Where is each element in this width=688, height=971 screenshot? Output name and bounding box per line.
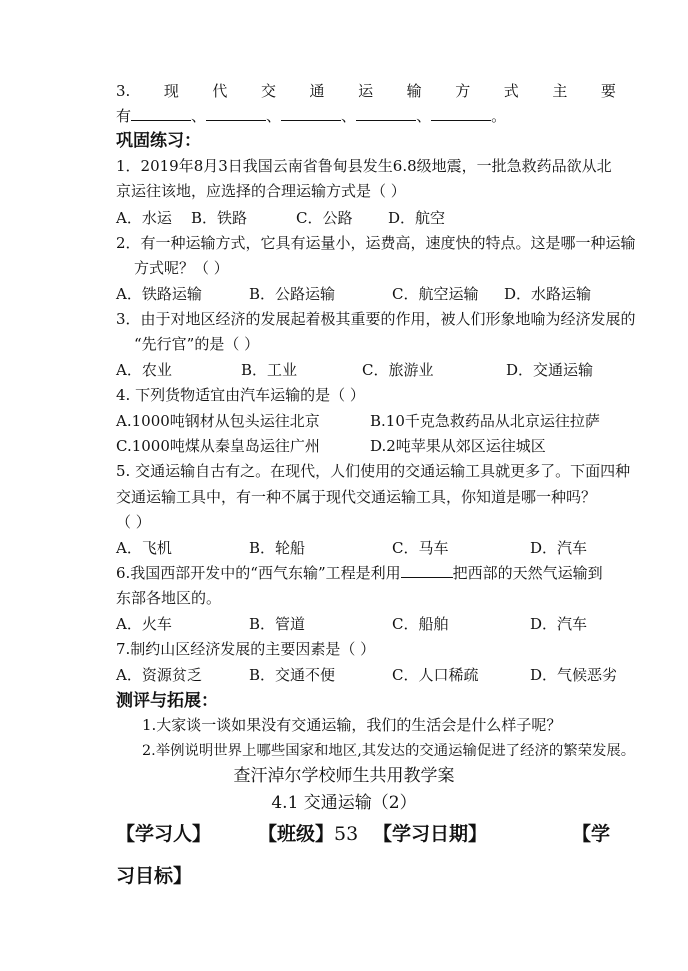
option-d[interactable]: D．汽车 [530, 615, 588, 633]
option-c[interactable]: C．船舶 [392, 615, 449, 633]
answer-blank[interactable] [401, 562, 453, 578]
question-text: 把西部的天然气运输到 [452, 564, 603, 582]
separator: 、 [416, 107, 432, 125]
option-c[interactable]: C.1000吨煤从秦皇岛运往广州 [116, 437, 320, 455]
learner-label: 【学习人】 [116, 823, 212, 845]
separator: 、 [191, 107, 207, 125]
option-a[interactable]: A．铁路运输 [116, 285, 202, 303]
question-line: 5. 交通运输自古有之。在现代，人们使用的交通运输工具就更多了。下面四种 [116, 462, 631, 480]
lesson-title: 4.1 交通运输（2） [271, 793, 417, 813]
question-line: 3．由于对地区经济的发展起着极其重要的作用，被人们形象地喻为经济发展的 [116, 310, 636, 328]
q3-char: 输 [406, 82, 422, 100]
option-d[interactable]: D．气候恶劣 [530, 666, 618, 684]
q3-prefix: 有 [116, 107, 132, 125]
goal-label-part1: 【学 [572, 823, 611, 845]
class-value: 53 [334, 823, 359, 845]
question-line: 方式呢？（ ） [134, 259, 229, 277]
question-line: “先行官”的是（ ） [134, 335, 260, 353]
school-title: 查汗淖尔学校师生共用教学案 [233, 766, 455, 786]
answer-blank[interactable] [356, 105, 416, 121]
option-c[interactable]: C．人口稀疏 [392, 666, 479, 684]
q3-char: 运 [358, 82, 374, 100]
option-a[interactable]: A．飞机 [116, 539, 172, 557]
q3-char: 现 [163, 82, 179, 100]
class-field [258, 820, 358, 848]
option-d[interactable]: D.2吨苹果从郊区运往城区 [370, 437, 546, 455]
q3-char: 交 [260, 82, 276, 100]
option-d[interactable]: D．交通运输 [506, 361, 594, 379]
answer-blank[interactable] [281, 105, 341, 121]
separator: 、 [266, 107, 282, 125]
period: 。 [491, 107, 507, 125]
option-b[interactable]: B．铁路 [191, 209, 248, 227]
option-b[interactable]: B．管道 [249, 615, 306, 633]
eval-item: 2.举例说明世界上哪些国家和地区,其发达的交通运输促进了经济的繁荣发展。 [142, 743, 636, 759]
question-line: 1．2019年8月3日我国云南省鲁甸县发生6.8级地震，一批急救药品欲从北 [116, 157, 612, 175]
q3-char: 3. [116, 82, 131, 100]
option-b[interactable]: B．交通不便 [249, 666, 336, 684]
q3-char: 主 [552, 82, 568, 100]
option-c[interactable]: C．旅游业 [362, 361, 434, 379]
question-line: 东部各地区的。 [116, 589, 222, 607]
answer-blank[interactable] [206, 105, 266, 121]
q3-char: 代 [212, 82, 228, 100]
question-line: 京运往该地，应选择的合理运输方式是（ ） [116, 182, 406, 200]
section-heading-practice: 巩固练习： [116, 131, 201, 151]
question-line: 7.制约山区经济发展的主要因素是（ ） [116, 640, 376, 658]
q3-char: 式 [503, 82, 519, 100]
q3-line2 [116, 105, 616, 127]
question-line: 2．有一种运输方式，它具有运量小，运费高，速度快的特点。这是哪一种运输 [116, 234, 636, 252]
q3-char: 要 [600, 82, 616, 100]
option-d[interactable]: D．水路运输 [504, 285, 592, 303]
class-label: 【班级】 [258, 823, 335, 845]
option-a[interactable]: A．资源贫乏 [116, 666, 202, 684]
option-b[interactable]: B．公路运输 [249, 285, 336, 303]
option-b[interactable]: B．工业 [241, 361, 298, 379]
question-text: 6.我国西部开发中的“西气东输”工程是利用 [116, 564, 401, 582]
option-b[interactable]: B.10千克急救药品从北京运往拉萨 [370, 412, 600, 430]
separator: 、 [341, 107, 357, 125]
goal-label-part2: 习目标】 [116, 865, 193, 887]
option-a[interactable]: A．水运 [116, 209, 172, 227]
option-c[interactable]: C．航空运输 [392, 285, 479, 303]
q3-line1 [116, 80, 616, 102]
option-a[interactable]: A.1000吨钢材从包头运往北京 [116, 412, 320, 430]
option-b[interactable]: B．轮船 [249, 539, 306, 557]
question-line: （ ） [116, 513, 151, 531]
answer-blank[interactable] [131, 105, 191, 121]
option-d[interactable]: D．航空 [388, 209, 446, 227]
q3-char: 方 [455, 82, 471, 100]
option-a[interactable]: A．火车 [116, 615, 172, 633]
question-line: 交通运输工具中，有一种不属于现代交通运输工具，你知道是哪一种吗？ [116, 488, 597, 506]
option-c[interactable]: C．公路 [296, 209, 353, 227]
option-d[interactable]: D．汽车 [530, 539, 588, 557]
q3-char: 通 [309, 82, 325, 100]
eval-item: 1.大家谈一谈如果没有交通运输，我们的生活会是什么样子呢？ [142, 716, 562, 734]
question-line: 4. 下列货物适宜由汽车运输的是（ ） [116, 386, 365, 404]
question-line [116, 562, 616, 584]
option-a[interactable]: A．农业 [116, 361, 172, 379]
section-heading-eval: 测评与拓展： [116, 691, 218, 711]
answer-blank[interactable] [431, 105, 491, 121]
date-label: 【学习日期】 [373, 823, 488, 845]
option-c[interactable]: C．马车 [392, 539, 449, 557]
